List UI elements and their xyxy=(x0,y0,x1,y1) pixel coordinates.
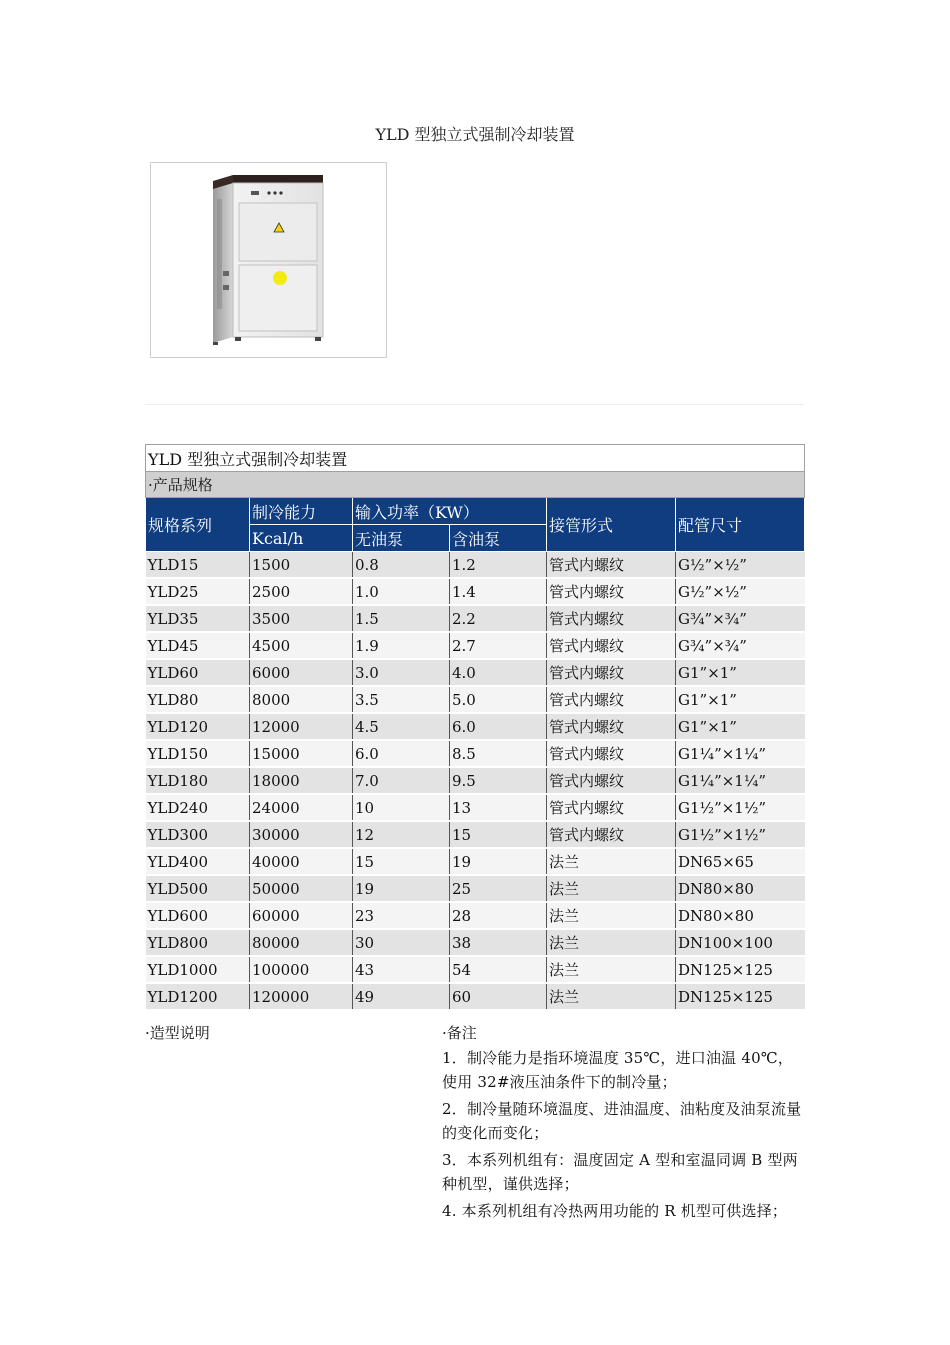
cell-power-no-pump: 7.0 xyxy=(353,767,450,794)
cell-capacity: 120000 xyxy=(250,983,353,1010)
header-capacity-unit: Kcal/h xyxy=(250,525,353,552)
cell-power-no-pump: 3.0 xyxy=(353,659,450,686)
cell-power-no-pump: 43 xyxy=(353,956,450,983)
header-model: 规格系列 xyxy=(146,498,250,552)
cell-capacity: 1500 xyxy=(250,552,353,579)
cell-power-with-pump: 9.5 xyxy=(450,767,547,794)
remark-item: 3．本系列机组有：温度固定 A 型和室温同调 B 型两种机型，谨供选择； xyxy=(442,1151,798,1193)
cell-power-with-pump: 5.0 xyxy=(450,686,547,713)
header-capacity: 制冷能力 xyxy=(250,498,353,525)
table-row xyxy=(146,713,805,740)
cell-model: YLD15 xyxy=(146,552,250,579)
cell-pipe-size: G1”×1” xyxy=(676,686,805,713)
cell-connection: 管式内螺纹 xyxy=(547,794,676,821)
cell-power-with-pump: 60 xyxy=(450,983,547,1010)
cell-pipe-size: DN100×100 xyxy=(676,929,805,956)
cell-power-no-pump: 1.5 xyxy=(353,605,450,632)
cell-power-with-pump: 28 xyxy=(450,902,547,929)
cell-pipe-size: DN80×80 xyxy=(676,875,805,902)
cell-connection: 管式内螺纹 xyxy=(547,713,676,740)
cell-model: YLD240 xyxy=(146,794,250,821)
cell-power-no-pump: 4.5 xyxy=(353,713,450,740)
cell-connection: 管式内螺纹 xyxy=(547,740,676,767)
cell-capacity: 80000 xyxy=(250,929,353,956)
cell-power-no-pump: 23 xyxy=(353,902,450,929)
cell-capacity: 12000 xyxy=(250,713,353,740)
cell-model: YLD400 xyxy=(146,848,250,875)
table-row xyxy=(146,767,805,794)
cell-power-no-pump: 15 xyxy=(353,848,450,875)
cell-model: YLD80 xyxy=(146,686,250,713)
cell-connection: 法兰 xyxy=(547,875,676,902)
cell-connection: 法兰 xyxy=(547,902,676,929)
cell-power-with-pump: 19 xyxy=(450,848,547,875)
table-row xyxy=(146,659,805,686)
cell-pipe-size: G1¼”×1¼” xyxy=(676,740,805,767)
cell-power-no-pump: 49 xyxy=(353,983,450,1010)
cell-capacity: 100000 xyxy=(250,956,353,983)
cell-capacity: 30000 xyxy=(250,821,353,848)
table-row xyxy=(146,956,805,983)
cell-pipe-size: G¾”×¾” xyxy=(676,605,805,632)
cell-capacity: 60000 xyxy=(250,902,353,929)
table-body xyxy=(146,552,805,1011)
cell-model: YLD180 xyxy=(146,767,250,794)
cell-power-with-pump: 4.0 xyxy=(450,659,547,686)
cell-capacity: 6000 xyxy=(250,659,353,686)
cooling-unit-image xyxy=(151,163,386,357)
cell-model: YLD45 xyxy=(146,632,250,659)
cell-power-no-pump: 1.9 xyxy=(353,632,450,659)
table-row xyxy=(146,552,805,579)
table-row xyxy=(146,794,805,821)
cell-model: YLD35 xyxy=(146,605,250,632)
header-pipe-size: 配管尺寸 xyxy=(676,498,805,552)
cell-model: YLD800 xyxy=(146,929,250,956)
cell-power-with-pump: 8.5 xyxy=(450,740,547,767)
cell-power-with-pump: 15 xyxy=(450,821,547,848)
cell-power-no-pump: 10 xyxy=(353,794,450,821)
header-power-no-pump: 无油泵 xyxy=(353,525,450,552)
cell-connection: 法兰 xyxy=(547,983,676,1010)
page-title: YLD 型独立式强制冷却装置 xyxy=(375,125,575,144)
cell-capacity: 18000 xyxy=(250,767,353,794)
cell-power-no-pump: 1.0 xyxy=(353,578,450,605)
section-divider xyxy=(145,404,804,405)
cell-connection: 法兰 xyxy=(547,929,676,956)
cell-capacity: 15000 xyxy=(250,740,353,767)
cell-model: YLD1000 xyxy=(146,956,250,983)
cell-connection: 管式内螺纹 xyxy=(547,605,676,632)
cell-power-no-pump: 6.0 xyxy=(353,740,450,767)
cell-connection: 管式内螺纹 xyxy=(547,578,676,605)
cell-capacity: 50000 xyxy=(250,875,353,902)
remarks-heading: ·备注 xyxy=(442,1024,477,1042)
cell-model: YLD1200 xyxy=(146,983,250,1010)
cell-connection: 管式内螺纹 xyxy=(547,632,676,659)
table-row xyxy=(146,902,805,929)
table-row xyxy=(146,821,805,848)
cell-connection: 管式内螺纹 xyxy=(547,552,676,579)
cell-capacity: 4500 xyxy=(250,632,353,659)
table-row xyxy=(146,875,805,902)
cell-model: YLD120 xyxy=(146,713,250,740)
cell-model: YLD600 xyxy=(146,902,250,929)
cell-connection: 管式内螺纹 xyxy=(547,659,676,686)
cell-model: YLD150 xyxy=(146,740,250,767)
table-row xyxy=(146,578,805,605)
table-section-label: ·产品规格 xyxy=(146,472,805,498)
cell-pipe-size: G1¼”×1¼” xyxy=(676,767,805,794)
cell-capacity: 40000 xyxy=(250,848,353,875)
cell-model: YLD300 xyxy=(146,821,250,848)
cell-pipe-size: DN125×125 xyxy=(676,983,805,1010)
table-row xyxy=(146,632,805,659)
cell-power-with-pump: 13 xyxy=(450,794,547,821)
cell-pipe-size: G1½”×1½” xyxy=(676,821,805,848)
cell-pipe-size: DN125×125 xyxy=(676,956,805,983)
table-row xyxy=(146,929,805,956)
table-row xyxy=(146,983,805,1010)
cell-power-no-pump: 19 xyxy=(353,875,450,902)
table-row xyxy=(146,848,805,875)
cell-pipe-size: G1”×1” xyxy=(676,713,805,740)
cell-pipe-size: DN80×80 xyxy=(676,902,805,929)
cell-connection: 管式内螺纹 xyxy=(547,686,676,713)
remark-item: 4. 本系列机组有冷热两用功能的 R 机型可供选择； xyxy=(442,1202,788,1220)
cell-capacity: 8000 xyxy=(250,686,353,713)
cell-power-with-pump: 54 xyxy=(450,956,547,983)
cell-power-with-pump: 38 xyxy=(450,929,547,956)
header-power: 输入功率（KW） xyxy=(353,498,547,525)
cell-model: YLD500 xyxy=(146,875,250,902)
cell-pipe-size: G1”×1” xyxy=(676,659,805,686)
cell-power-with-pump: 2.7 xyxy=(450,632,547,659)
cell-connection: 法兰 xyxy=(547,848,676,875)
cell-power-no-pump: 12 xyxy=(353,821,450,848)
cell-pipe-size: G1½”×1½” xyxy=(676,794,805,821)
cell-power-no-pump: 30 xyxy=(353,929,450,956)
cell-model: YLD25 xyxy=(146,578,250,605)
cell-pipe-size: G½”×½” xyxy=(676,552,805,579)
cell-connection: 管式内螺纹 xyxy=(547,767,676,794)
cell-power-with-pump: 1.2 xyxy=(450,552,547,579)
cell-connection: 管式内螺纹 xyxy=(547,821,676,848)
remark-item: 2．制冷量随环境温度、进油温度、油粘度及油泵流量的变化而变化； xyxy=(442,1100,802,1142)
cell-power-with-pump: 1.4 xyxy=(450,578,547,605)
remark-item: 1．制冷能力是指环境温度 35℃，进口油温 40℃，使用 32#液压油条件下的制冷量； xyxy=(442,1049,794,1091)
cell-capacity: 3500 xyxy=(250,605,353,632)
product-photo xyxy=(150,162,387,358)
header-power-with-pump: 含油泵 xyxy=(450,525,547,552)
cell-power-with-pump: 2.2 xyxy=(450,605,547,632)
spec-table xyxy=(145,444,805,1011)
cell-capacity: 24000 xyxy=(250,794,353,821)
table-row xyxy=(146,686,805,713)
cell-power-with-pump: 6.0 xyxy=(450,713,547,740)
cell-power-no-pump: 0.8 xyxy=(353,552,450,579)
cell-power-no-pump: 3.5 xyxy=(353,686,450,713)
selection-note: ·造型说明 xyxy=(145,1024,210,1042)
cell-pipe-size: G½”×½” xyxy=(676,578,805,605)
table-row xyxy=(146,605,805,632)
header-connection: 接管形式 xyxy=(547,498,676,552)
cell-pipe-size: DN65×65 xyxy=(676,848,805,875)
cell-pipe-size: G¾”×¾” xyxy=(676,632,805,659)
cell-capacity: 2500 xyxy=(250,578,353,605)
cell-connection: 法兰 xyxy=(547,956,676,983)
cell-power-with-pump: 25 xyxy=(450,875,547,902)
table-title: YLD 型独立式强制冷却装置 xyxy=(146,445,805,472)
cell-model: YLD60 xyxy=(146,659,250,686)
remarks xyxy=(442,1022,806,1226)
table-row xyxy=(146,740,805,767)
